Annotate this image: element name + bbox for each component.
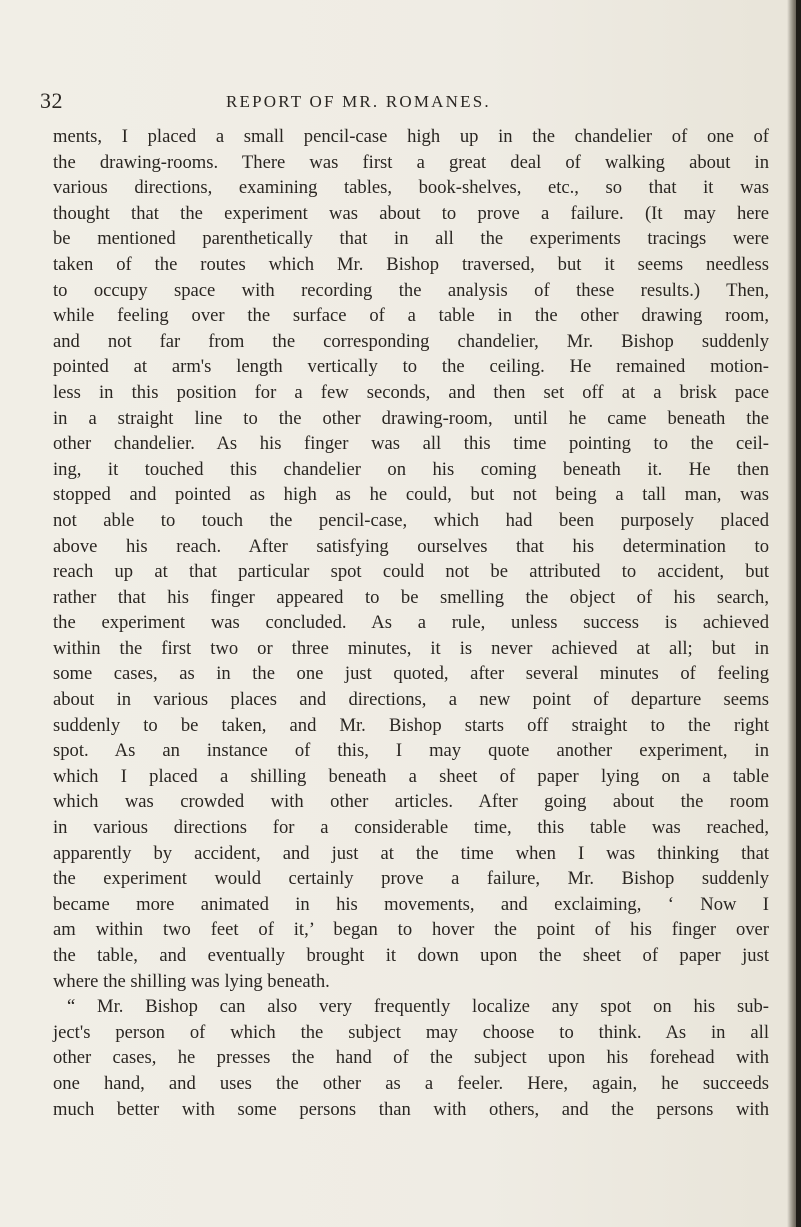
text-line: the drawing-rooms. There was first a great deal of walking about in <box>53 151 769 173</box>
text-line: less in this position for a few seconds, and then set off at a brisk pace <box>53 381 769 403</box>
text-line: other chandelier. As his finger was all this time pointing to the ceil- <box>53 433 769 455</box>
text-line: suddenly to be taken, and Mr. Bishop starts off straight to the right <box>53 714 769 736</box>
page-number: 32 <box>40 88 63 113</box>
running-head <box>0 88 801 118</box>
text-line: became more animated in his movements, and exclaiming, ‘ Now I <box>53 893 769 915</box>
text-line: spot. As an instance of this, I may quote another experiment, in <box>53 740 769 762</box>
text-line: thought that the experiment was about to prove a failure. (It may here <box>53 202 769 224</box>
text-line: pointed at arm's length vertically to the ceiling. He remained motion- <box>53 356 769 378</box>
text-line: some cases, as in the one just quoted, after several minutes of feeling <box>53 663 769 685</box>
text-line: am within two feet of it,’ began to hover the point of his finger over <box>53 919 769 941</box>
text-line: which I placed a shilling beneath a sheet of paper lying on a table <box>53 765 769 787</box>
text-line: not able to touch the pencil-case, which had been purposely placed <box>53 509 769 531</box>
text-line: in a straight line to the other drawing-room, until he came beneath the <box>53 407 769 429</box>
text-line: in various directions for a considerable time, this table was reached, <box>53 817 769 839</box>
text-line: which was crowded with other articles. After going about the room <box>53 791 769 813</box>
text-line: one hand, and uses the other as a feeler. Here, again, he succeeds <box>53 1072 769 1094</box>
text-line: to occupy space with recording the analysis of these results.) Then, <box>53 279 769 301</box>
body-text <box>53 124 769 1122</box>
text-line: the experiment would certainly prove a failure, Mr. Bishop suddenly <box>53 868 769 890</box>
text-line: ing, it touched this chandelier on his coming beneath it. He then <box>53 458 769 480</box>
text-line: apparently by accident, and just at the time when I was thinking that <box>53 842 769 864</box>
text-line: rather that his finger appeared to be smelling the object of his search, <box>53 586 769 608</box>
text-line: stopped and pointed as high as he could, but not being a tall man, was <box>53 484 769 506</box>
text-line: reach up at that particular spot could not be attributed to accident, but <box>53 561 769 583</box>
text-line: be mentioned parenthetically that in all the experiments tracings were <box>53 228 769 250</box>
text-line: above his reach. After satisfying ourselves that his determination to <box>53 535 769 557</box>
text-line: and not far from the corresponding chandelier, Mr. Bishop suddenly <box>53 330 769 352</box>
text-line: other cases, he presses the hand of the subject upon his forehead with <box>53 1047 769 1069</box>
text-line: ments, I placed a small pencil-case high up in the chandelier of one of <box>53 126 769 147</box>
text-line: about in various places and directions, a new point of departure seems <box>53 689 769 711</box>
text-line: where the shilling was lying beneath. <box>53 970 330 992</box>
text-line: “ Mr. Bishop can also very frequently localize any spot on his sub- <box>67 996 769 1018</box>
text-line: while feeling over the surface of a table in the other drawing room, <box>53 305 769 327</box>
text-line: much better with some persons than with others, and the persons with <box>53 1098 769 1120</box>
text-line: within the first two or three minutes, it is never achieved at all; but in <box>53 637 769 659</box>
page-edge-strip <box>796 0 801 1227</box>
text-line: various directions, examining tables, book-shelves, etc., so that it was <box>53 177 769 199</box>
running-head-title: REPORT OF MR. ROMANES. <box>226 92 491 111</box>
text-line: ject's person of which the subject may choose to think. As in all <box>53 1021 769 1043</box>
text-line: taken of the routes which Mr. Bishop traversed, but it seems needless <box>53 253 769 275</box>
text-line: the experiment was concluded. As a rule, unless success is achieved <box>53 612 769 634</box>
text-line: the table, and eventually brought it down upon the sheet of paper just <box>53 945 769 966</box>
